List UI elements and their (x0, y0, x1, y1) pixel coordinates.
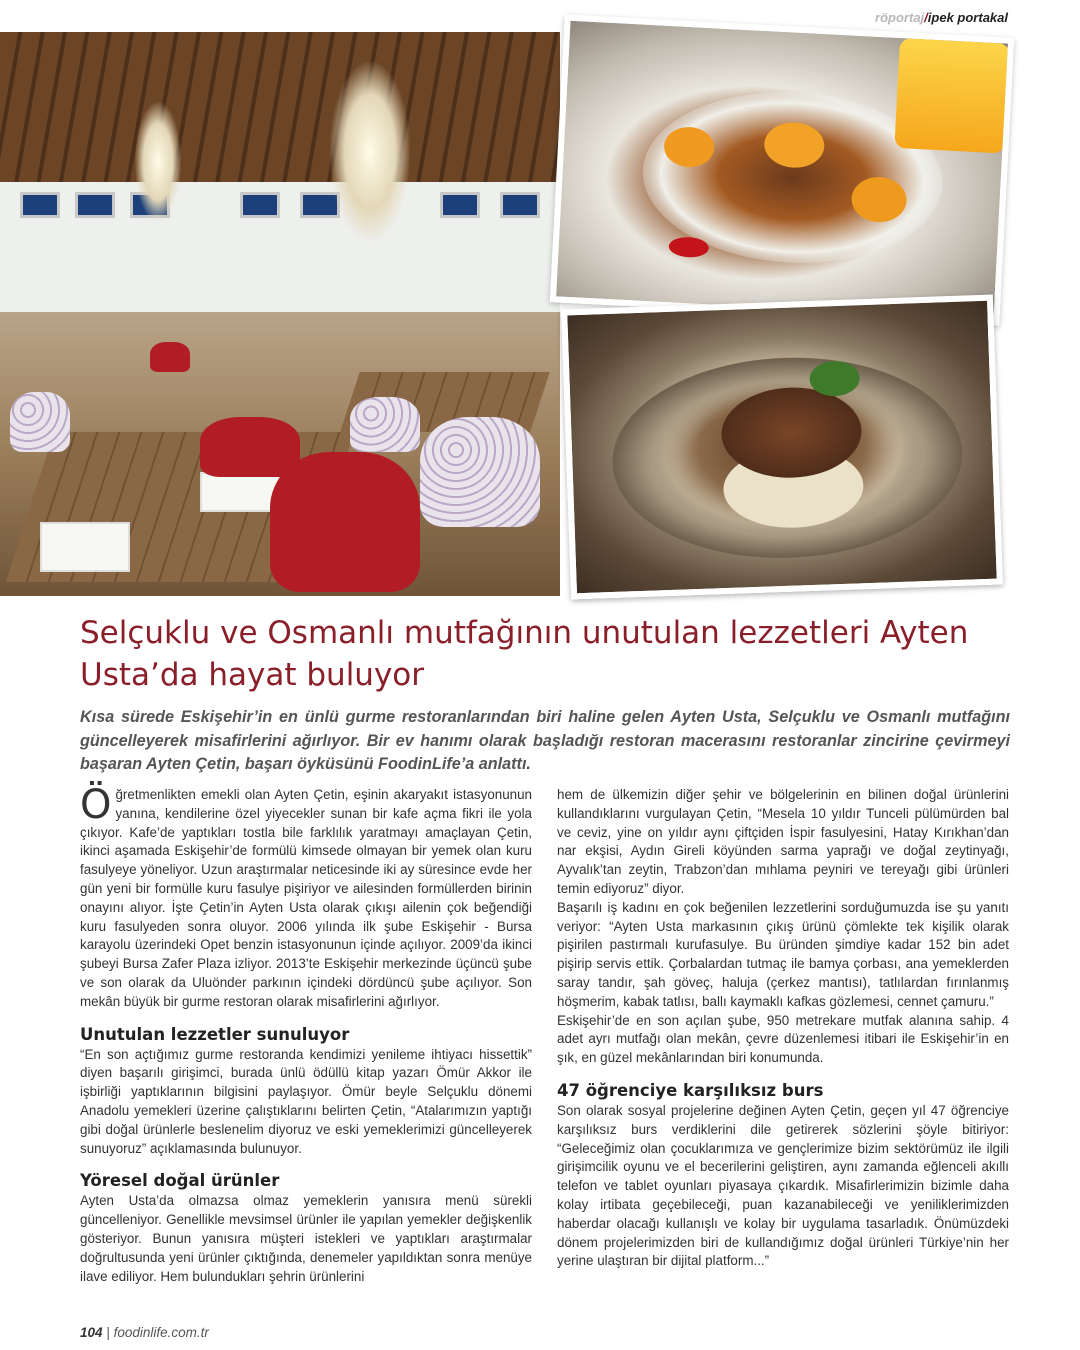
red-chair (150, 342, 190, 372)
intro-text: ğretmenlikten emekli olan Ayten Çetin, eşinin akaryakıt istasyonunun yanına, kendilerine özel yiyecekler sunan bir kafe açma fikri ile yola çıkıyor. Kafe’de yaptıkları tostla bile farklılık yaratmayı amaçlayan Çetin, ikinci aşamada Eskişehir’de formülü kimsede olmayan bir yemek olan kuru fasulyeye yöneliyor. Uzun araştırmalar neticesinde iki ay süresince evde her gün yeni bir formülle kuru fasulye pişiriyor ve ailesinden formüllerden birinin onayını alıyor. İşte Çetin’in Ayten Usta olarak çıkışı ailenin çok beğendiği kuru fasulyeden sonra oluyor. 2006 yılında ilk şube Eskişehir - Bursa karayolu üzerindeki Opet benzin istasyonunun içinde açılıyor. 2009’da ikinci şubeyi Bursa Zafer Plaza izliyor. 2013’te Eskişehir merkezinde üçüncü şube ve son olarak da Uluönder parkının içindeki dördüncü şube açılıyor. Son mekân büyük bir gurme restoran olarak misafirlerini ağırlıyor. (80, 787, 532, 1009)
window (300, 192, 340, 218)
stew-dish-photo (561, 295, 1003, 600)
window (440, 192, 480, 218)
paragraph: Son olarak sosyal projelerine değinen Ayten Çetin, geçen yıl 47 öğrenciye karşılıksız burs verdiklerini dile getirerek sözlerini şöyle bitiriyor: “Geleceğimiz olan çocuklarımıza ve gençlerimize bizim sektörümüz ile ilgili girişimcilik oyunu ve el becerilerini geliştiren, aynı zamanda eğlenceli akıllı telefon ve tablet oyunları piyasaya çıkardık. Misafirlerimizin bizimle daha kolay irtibata geçebileceği, puan kazanabileceği ve yeniliklerimizden haberdar olacağı kullanışlı ve kolay bir uygulama tasarladık. Önümüzdeki dönem projelerimizden biri de kullandığımız doğal ürünleri Türkiye’nin her yerine ulaştıran bir dijital platform...” (557, 1102, 1009, 1269)
subheading-scholarship: 47 öğrenciye karşılıksız burs (557, 1080, 824, 1100)
intro-paragraph (80, 782, 532, 1012)
site-url: foodinlife.com.tr (113, 1325, 209, 1340)
article-title: Selçuklu ve Osmanlı mutfağının unutulan lezzetleri Ayten Usta’da hayat buluyor (80, 615, 969, 693)
paragraph: Ayten Usta’da olmazsa olmaz yemeklerin yanısıra menü sürekli güncelleniyor. Genellikle mevsimsel ürünler ile yapılan yemekler değişkenlik gösteriyor. Bunun yanısıra müşteri istekleri ve yaptıkları araştırmalar doğrultusunda yeni ürünler çıktığında, denemeler yapıldıktan sonra menüye ilave ediliyor. Hem bulundukları şehrin ürünlerini (80, 1193, 532, 1284)
window (75, 192, 115, 218)
plate (200, 472, 280, 512)
subheading-forgotten-flavors: Unutulan lezzetler sunuluyor (80, 1024, 350, 1044)
plate (40, 522, 130, 572)
salad-dish-photo (550, 14, 1014, 325)
page-footer (80, 1325, 209, 1340)
restaurant-interior-photo (0, 32, 560, 596)
window (20, 192, 60, 218)
author-name: ipek portakal (927, 10, 1008, 25)
paragraph: hem de ülkemizin diğer şehir ve bölgelerinin en bilinen doğal ürünlerini kullandıklarını vurgulayan Çetin, “Mesela 10 yıldır Tunceli pülümürden bal ve ceviz, yine on yıldır aynı çiftçiden İspir fasulyesini, Hatay Kırıkhan’dan nar ekşisi, Aydın Gireli köyünden sarma yaprağı ve doğal zeytinyağı, Ayvalık’tan zeytin, Trabzon’dan mıhlama peyniri ve tereyağı gibi ürünleri temin ediyoruz” diyor. (557, 787, 1009, 896)
ceiling-beams (0, 32, 560, 182)
floral-chair (10, 392, 70, 452)
left-column (80, 782, 532, 1286)
page-number: 104 (80, 1325, 103, 1340)
header-separator: / (924, 10, 928, 25)
paragraph: Başarılı iş kadını en çok beğenilen lezzetlerini sorduğumuzda ise şu yanıtı veriyor: “Ayten Usta markasının çıkış ürünü çömlekte tek kişilik olarak pişirilen pastırmalı kurufasulye. Bu üründen şimdiye kadar 152 bin adet pişirip servis ettik. Çorbalardan tutmaç ile bamya çorbası, ana yemeklerden saray tandır, şah göveç, haluja (çerkez mantısı), tatlılardan fırınlanmış höşmerim, kabak tatlısı, ballı kaymaklı kafkas gözlemesi, cennet çamuru.” (557, 899, 1009, 1009)
floral-chair (350, 397, 420, 452)
floral-chair (420, 417, 540, 527)
section-header (875, 10, 1008, 25)
window (240, 192, 280, 218)
red-chair (200, 417, 300, 477)
paragraph: “En son açtığımız gurme restoranda kendimizi yenileme ihtiyacı hissettik” diyen başarılı girişimci, burada ünlü ödüllü kitap yazarı Ömür Akkor ile işbirliği yaptıklarının bilgisini paylaşıyor. Ömür beyle Selçuklu dönemi Anadolu yemekleri üzerine çalıştıklarını belirten Çetin, “Atalarımızın yaptığı gibi doğal ürünlerle beslenelim diyoruz ve eski yemeklerimizi güncelleyerek sunuyoruz” açıklamasında bulunuyor. (80, 1046, 532, 1156)
right-column (557, 786, 1009, 1271)
paragraph: Eskişehir’de en son açılan şube, 950 metrekare mutfak alanına sahip. 4 adet ayrı mutfağı olan mekân, çevre düzenlemesi itibari ile Eskişehir’in en şık, en güzel mekânlarından biri konumunda. (557, 1012, 1009, 1066)
window (500, 192, 540, 218)
orange-juice-glass (894, 38, 1010, 154)
subheading-local-products: Yöresel doğal ürünler (80, 1171, 280, 1191)
section-label: röportaj (875, 10, 925, 25)
chandelier (330, 62, 410, 242)
chandelier (135, 102, 181, 222)
drop-cap: Ö (80, 782, 112, 828)
article-lead: Kısa sürede Eskişehir’in en ünlü gurme restoranlarından biri haline gelen Ayten Usta, Selçuklu ve Osmanlı mutfağını güncelleyerek misafirlerini ağırlıyor. Bir ev hanımı olarak başladığı restoran macerasını restoranlar zincirine çevirmeyi başaran Ayten Çetin, başarı öyküsünü FoodinLife’a anlattı. (80, 708, 1010, 773)
footer-separator: | (106, 1325, 110, 1340)
